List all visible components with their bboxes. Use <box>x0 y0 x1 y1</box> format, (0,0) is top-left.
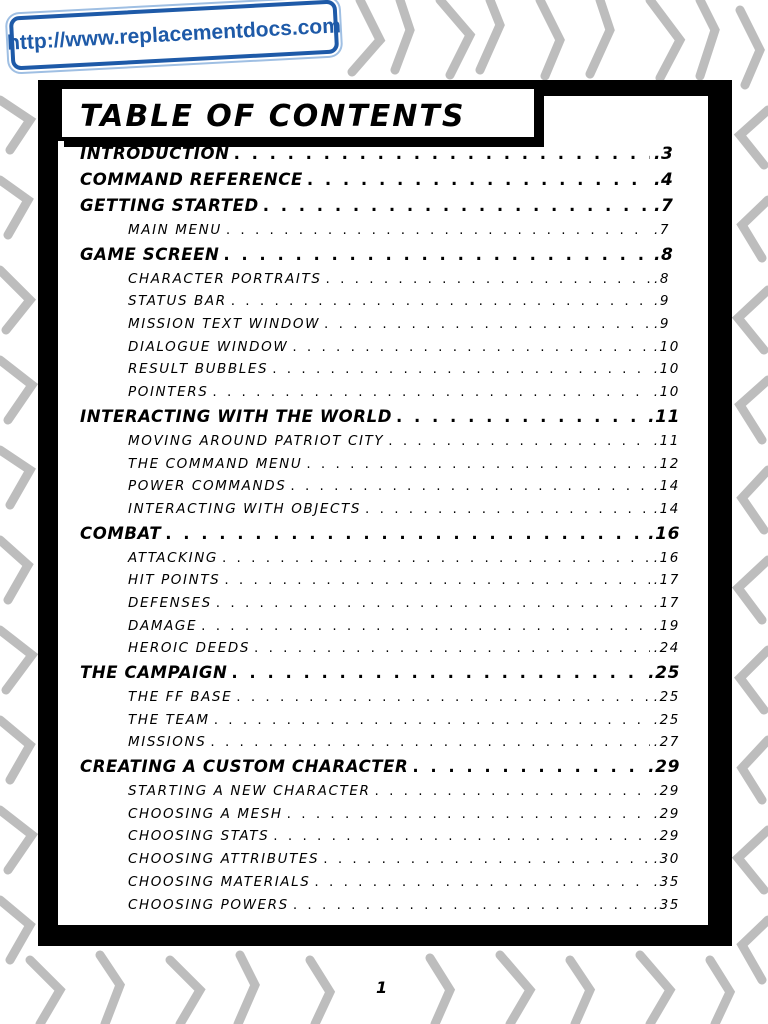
toc-entry-label: ATTACKING <box>128 549 218 566</box>
toc-entry-page: .10 <box>653 338 680 355</box>
toc-entry-label: CHOOSING ATTRIBUTES <box>128 851 320 868</box>
toc-dot-leader <box>374 780 649 803</box>
toc-entry-label: CHOOSING STATS <box>128 828 270 845</box>
toc-subsection-entry[interactable] <box>80 475 680 498</box>
toc-dot-leader <box>231 290 650 313</box>
toc-dot-leader <box>224 569 649 592</box>
toc-entry-label: MISSIONS <box>128 734 207 751</box>
toc-entry-label: MAIN MENU <box>128 222 222 238</box>
toc-subsection-entry[interactable] <box>80 313 680 336</box>
toc-entry-label: STATUS BAR <box>128 293 227 310</box>
toc-dot-leader <box>226 219 650 242</box>
toc-dot-leader <box>396 404 644 430</box>
toc-subsection-entry[interactable] <box>80 871 680 894</box>
toc-entry-page: .16 <box>653 549 680 566</box>
toc-entry-page: .8 <box>654 270 671 287</box>
toc-subsection-entry[interactable] <box>80 547 680 570</box>
toc-entry-page: .12 <box>653 455 680 472</box>
toc-dot-leader <box>306 453 649 476</box>
toc-dot-leader <box>263 193 650 219</box>
toc-subsection-entry[interactable] <box>80 381 680 404</box>
toc-dot-leader <box>388 430 649 453</box>
toc-entry-page: .3 <box>654 144 674 164</box>
toc-dot-leader <box>223 242 650 268</box>
toc-dot-leader <box>216 592 650 615</box>
toc-subsection-entry[interactable] <box>80 637 680 660</box>
toc-subsection-entry[interactable] <box>80 615 680 638</box>
toc-entry-label: CHOOSING A MESH <box>128 805 283 822</box>
toc-entry-label: RESULT BUBBLES <box>128 361 269 378</box>
toc-entry-label: DIALOGUE WINDOW <box>128 338 289 355</box>
toc-entry-page: .11 <box>648 406 680 427</box>
toc-entry-page: .9 <box>654 316 671 333</box>
toc-entry-page: .27 <box>653 734 680 751</box>
toc-entry-label: CREATING A CUSTOM CHARACTER <box>80 757 409 777</box>
toc-entry-label: THE TEAM <box>128 711 210 728</box>
toc-entry-label: INTERACTING WITH OBJECTS <box>128 500 362 517</box>
toc-entry-page: .25 <box>653 689 680 705</box>
toc-entry-page: .17 <box>653 594 680 611</box>
toc-dot-leader <box>201 615 650 638</box>
toc-entry-page: .24 <box>653 640 680 657</box>
toc-subsection-entry[interactable] <box>80 803 680 826</box>
toc-dot-leader <box>293 894 650 917</box>
toc-entry-label: MISSION TEXT WINDOW <box>128 316 321 333</box>
toc-section-entry[interactable] <box>80 404 680 430</box>
toc-entry-page: .10 <box>653 361 680 378</box>
toc-entry-label: THE COMMAND MENU <box>128 455 303 472</box>
table-of-contents <box>80 141 680 916</box>
toc-dot-leader <box>323 848 649 871</box>
toc-subsection-entry[interactable] <box>80 894 680 917</box>
toc-entry-page: .25 <box>653 711 680 728</box>
toc-dot-leader <box>290 475 649 498</box>
toc-entry-label: POWER COMMANDS <box>128 478 287 495</box>
toc-subsection-entry[interactable] <box>80 219 680 242</box>
url-text: http://www.replacementdocs.com <box>6 14 342 55</box>
toc-dot-leader <box>165 521 644 547</box>
toc-subsection-entry[interactable] <box>80 569 680 592</box>
toc-dot-leader <box>287 803 650 826</box>
toc-dot-leader <box>231 660 644 686</box>
toc-dot-leader <box>214 709 650 732</box>
toc-dot-leader <box>254 637 650 660</box>
toc-dot-leader <box>273 825 649 848</box>
toc-entry-label: MOVING AROUND PATRIOT CITY <box>128 432 385 449</box>
toc-entry-label: STARTING A NEW CHARACTER <box>128 783 371 800</box>
toc-entry-label: DAMAGE <box>128 617 198 634</box>
toc-subsection-entry[interactable] <box>80 709 680 732</box>
toc-entry-page: .30 <box>653 851 680 868</box>
page-title: TABLE OF CONTENTS <box>80 99 466 134</box>
toc-subsection-entry[interactable] <box>80 268 680 291</box>
toc-entry-page: .14 <box>653 478 680 495</box>
toc-entry-page: .35 <box>653 873 680 890</box>
toc-entry-label: INTRODUCTION <box>80 144 230 163</box>
toc-entry-page: .11 <box>653 432 680 449</box>
toc-dot-leader <box>324 313 650 336</box>
toc-entry-label: CHARACTER PORTRAITS <box>128 270 322 287</box>
toc-entry-label: DEFENSES <box>128 594 212 611</box>
toc-entry-page: .29 <box>653 828 680 845</box>
toc-entry-page: .7 <box>654 222 671 238</box>
toc-subsection-entry[interactable] <box>80 290 680 313</box>
toc-entry-page: .17 <box>653 572 680 589</box>
toc-entry-page: .8 <box>654 244 674 265</box>
toc-entry-label: CHOOSING POWERS <box>128 896 289 913</box>
toc-entry-page: .14 <box>653 500 680 517</box>
toc-entry-page: .9 <box>654 293 671 310</box>
toc-dot-leader <box>314 871 649 894</box>
toc-subsection-entry[interactable] <box>80 731 680 754</box>
toc-dot-leader <box>210 731 649 754</box>
toc-section-entry[interactable] <box>80 754 680 780</box>
toc-entry-page: .25 <box>648 663 680 683</box>
toc-entry-page: .29 <box>648 757 680 778</box>
toc-dot-leader <box>212 381 649 404</box>
toc-entry-page: .29 <box>653 783 680 800</box>
toc-subsection-entry[interactable] <box>80 780 680 803</box>
toc-entry-label: THE CAMPAIGN <box>80 663 228 682</box>
toc-entry-page: .29 <box>653 805 680 822</box>
toc-dot-leader <box>326 268 650 291</box>
page-number: 1 <box>376 978 388 997</box>
toc-entry-label: CHOOSING MATERIALS <box>128 873 311 890</box>
toc-entry-page: .4 <box>654 170 674 190</box>
toc-section-entry[interactable] <box>80 521 680 547</box>
toc-entry-label: GAME SCREEN <box>80 244 220 264</box>
toc-entry-page: .19 <box>653 617 680 634</box>
toc-subsection-entry[interactable] <box>80 825 680 848</box>
toc-section-entry[interactable] <box>80 660 680 686</box>
toc-subsection-entry[interactable] <box>80 453 680 476</box>
toc-entry-label: COMBAT <box>80 523 162 543</box>
toc-entry-label: HIT POINTS <box>128 572 221 589</box>
toc-section-entry[interactable] <box>80 242 680 268</box>
toc-entry-page: .35 <box>653 896 680 913</box>
toc-dot-leader <box>307 167 650 193</box>
toc-subsection-entry[interactable] <box>80 686 680 709</box>
toc-entry-label: INTERACTING WITH THE WORLD <box>80 406 393 426</box>
toc-section-entry[interactable] <box>80 193 680 219</box>
toc-dot-leader <box>236 686 649 709</box>
toc-entry-label: THE FF BASE <box>128 689 233 705</box>
toc-section-entry[interactable] <box>80 141 680 167</box>
toc-subsection-entry[interactable] <box>80 358 680 381</box>
toc-entry-page: .7 <box>654 196 674 216</box>
toc-subsection-entry[interactable] <box>80 430 680 453</box>
toc-dot-leader <box>222 547 650 570</box>
toc-dot-leader <box>272 358 650 381</box>
toc-subsection-entry[interactable] <box>80 336 680 359</box>
toc-subsection-entry[interactable] <box>80 592 680 615</box>
toc-dot-leader <box>365 498 650 521</box>
toc-section-entry[interactable] <box>80 167 680 193</box>
toc-entry-label: POINTERS <box>128 384 209 401</box>
toc-entry-label: COMMAND REFERENCE <box>80 170 303 189</box>
toc-dot-leader <box>412 754 644 780</box>
toc-dot-leader <box>292 336 649 359</box>
toc-entry-page: .10 <box>653 384 680 401</box>
toc-subsection-entry[interactable] <box>80 498 680 521</box>
toc-entry-label: GETTING STARTED <box>80 196 259 215</box>
toc-subsection-entry[interactable] <box>80 848 680 871</box>
toc-dot-leader <box>234 141 650 167</box>
toc-entry-label: HEROIC DEEDS <box>128 640 251 657</box>
toc-entry-page: .16 <box>648 523 680 544</box>
title-box <box>58 85 538 141</box>
